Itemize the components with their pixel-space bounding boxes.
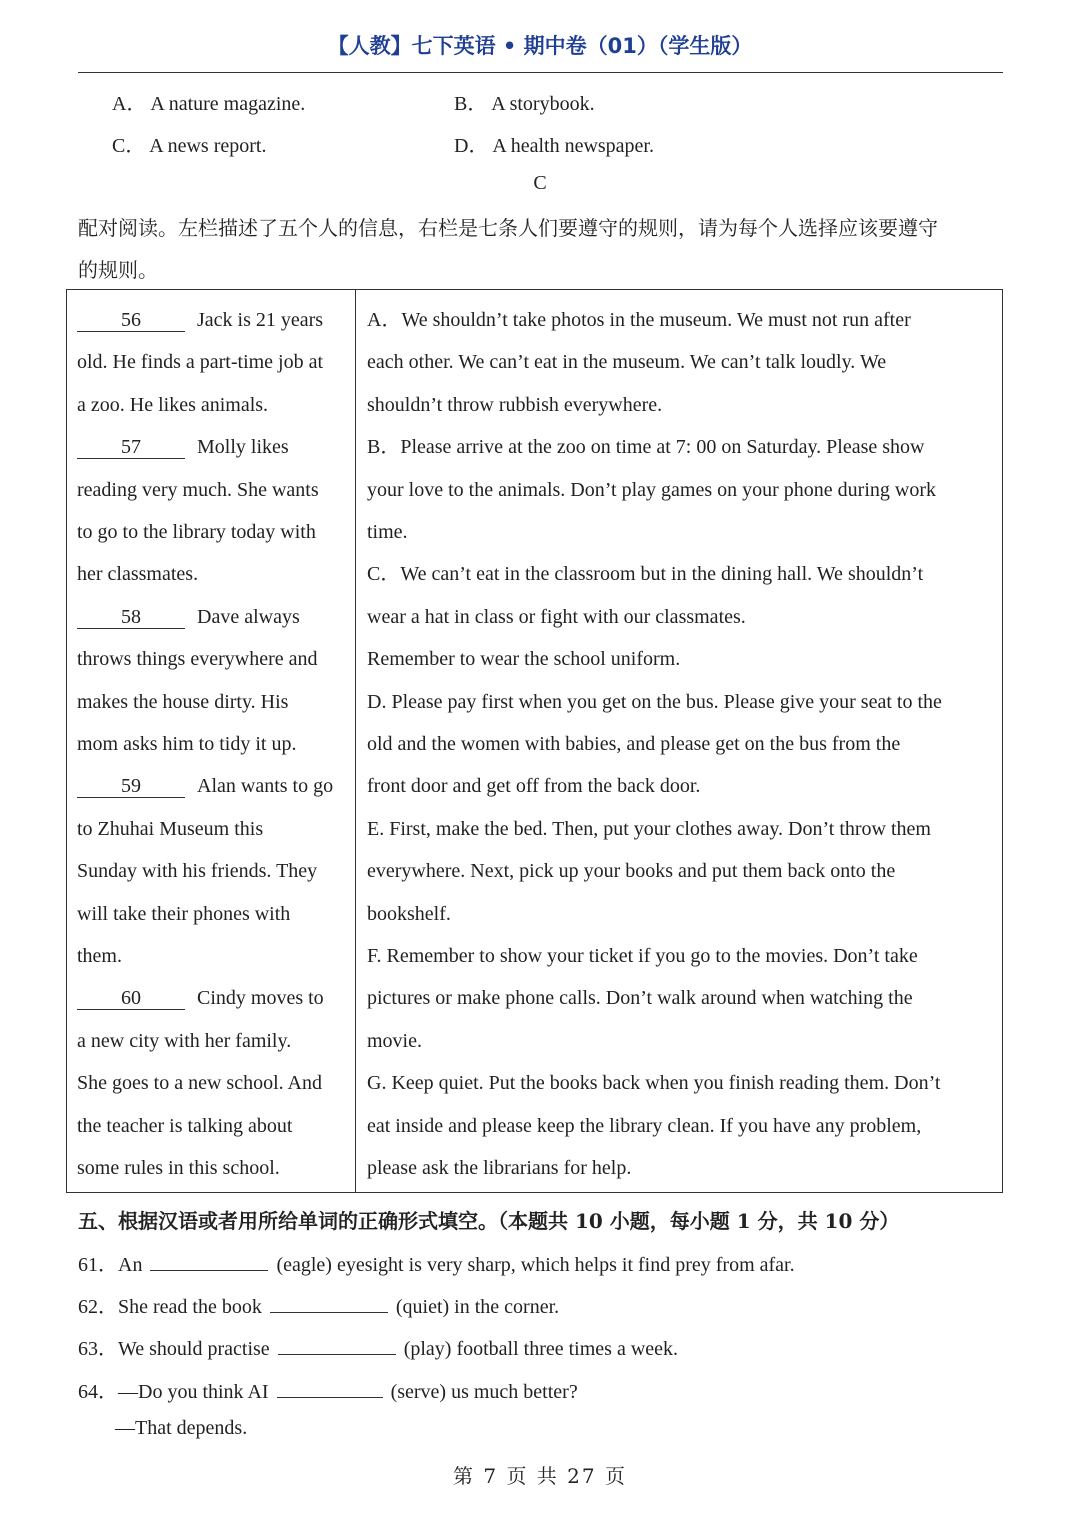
- left-description-line: [77, 690, 288, 714]
- rule-text-line: shouldn’t throw rubbish everywhere.: [367, 393, 663, 416]
- question-61: [78, 1248, 795, 1277]
- description-text: to go to the library today with: [77, 521, 316, 543]
- description-text: Cindy moves to: [197, 987, 324, 1010]
- rule-text-line: B．Please arrive at the zoo on time at 7: 00 on Saturday. Please show: [367, 436, 925, 459]
- question-after: (quiet) in the corner.: [395, 1296, 560, 1318]
- left-description-line: [77, 520, 316, 544]
- answer-blank-number[interactable]: 59: [77, 775, 185, 798]
- question-after: (play) football three times a week.: [403, 1338, 679, 1360]
- question-after: (serve) us much better?: [390, 1381, 578, 1403]
- question-after: (eagle) eyesight is very sharp, which helps it find prey from afar.: [276, 1254, 795, 1276]
- left-description-line: [77, 562, 198, 586]
- rule-text-line: wear a hat in class or fight with our classmates.: [367, 605, 746, 628]
- question-before: We should practise: [118, 1338, 270, 1360]
- answer-blank[interactable]: [150, 1250, 268, 1271]
- description-text: reading very much. She wants: [77, 478, 319, 501]
- section5-title: 五、根据汉语或者用所给单词的正确形式填空。（本题共 10 小题，每小题 1 分，共 10 分）: [78, 1209, 900, 1233]
- rule-text-line: G. Keep quiet. Put the books back when you finish reading them. Don’t: [367, 1072, 941, 1095]
- answer-blank[interactable]: [277, 1377, 383, 1398]
- rule-text-line: eat inside and please keep the library clean. If you have any problem,: [367, 1114, 922, 1137]
- answer-blank[interactable]: [278, 1334, 396, 1355]
- left-description-line: [77, 859, 317, 883]
- rule-text-line: Remember to wear the school uniform.: [367, 648, 681, 671]
- left-description-line: [77, 732, 296, 756]
- question-before: —Do you think AI: [118, 1381, 269, 1403]
- header-rule: [78, 72, 1003, 73]
- description-text: some rules in this school.: [77, 1157, 280, 1179]
- left-description-line: [77, 308, 323, 332]
- description-text: the teacher is talking about: [77, 1114, 293, 1137]
- left-description-line: [77, 1029, 291, 1053]
- left-description-line: [77, 986, 324, 1010]
- rule-text-line: everywhere. Next, pick up your books and put them back onto the: [367, 860, 896, 883]
- rule-text-line: front door and get off from the back door.: [367, 775, 701, 798]
- answer-blank-number[interactable]: 58: [77, 606, 185, 629]
- rule-text-line: F. Remember to show your ticket if you go to the movies. Don’t take: [367, 945, 918, 967]
- description-text: Jack is 21 years: [197, 309, 324, 331]
- left-description-line: [77, 944, 122, 968]
- option-label: D．: [454, 135, 489, 157]
- description-text: She goes to a new school. And: [77, 1072, 322, 1095]
- left-description-line: [77, 647, 318, 671]
- question-64-reply: —That depends.: [115, 1417, 248, 1439]
- answer-blank[interactable]: [270, 1292, 388, 1313]
- rule-text-line: D. Please pay first when you get on the bus. Please give your seat to the: [367, 690, 942, 713]
- rule-text-line: your love to the animals. Don’t play games on your phone during work: [367, 478, 936, 501]
- section-c-title: C: [533, 172, 547, 194]
- left-description-line: [77, 393, 268, 417]
- answer-blank-number[interactable]: 60: [77, 987, 185, 1010]
- question-number: 61．: [78, 1254, 118, 1276]
- option-c: [112, 129, 266, 158]
- description-text: mom asks him to tidy it up.: [77, 733, 297, 755]
- description-text: Alan wants to go: [197, 775, 334, 798]
- description-text: Sunday with his friends. They: [77, 860, 318, 883]
- instruction-line: 配对阅读。左栏描述了五个人的信息，右栏是七条人们要遵守的规则，请为每个人选择应该要遵守: [78, 216, 938, 240]
- rule-text-line: please ask the librarians for help.: [367, 1157, 632, 1179]
- rule-text-line: C．We can’t eat in the classroom but in the dining hall. We shouldn’t: [367, 563, 924, 586]
- left-description-line: [77, 1114, 292, 1138]
- description-text: a zoo. He likes animals.: [77, 393, 269, 416]
- question-64: [78, 1375, 578, 1404]
- page-header-title: 【人教】七下英语 • 期中卷（01）（学生版）: [327, 34, 753, 58]
- description-text: throws things everywhere and: [77, 648, 318, 671]
- rule-text-line: pictures or make phone calls. Don’t walk around when watching the: [367, 987, 913, 1010]
- rule-text-line: each other. We can’t eat in the museum. We can’t talk loudly. We: [367, 351, 887, 374]
- left-description-line: [77, 817, 263, 841]
- rule-text-line: old and the women with babies, and please get on the bus from the: [367, 733, 901, 755]
- question-before: She read the book: [118, 1296, 262, 1318]
- question-62: [78, 1290, 559, 1319]
- left-description-line: [77, 1156, 280, 1180]
- option-d: [454, 129, 654, 158]
- description-text: makes the house dirty. His: [77, 690, 289, 713]
- option-label: A．: [112, 93, 147, 115]
- rule-text-line: time.: [367, 521, 408, 543]
- question-before: An: [118, 1254, 143, 1276]
- option-b: [454, 87, 595, 116]
- question-number: 64．: [78, 1381, 118, 1403]
- rule-text-line: movie.: [367, 1029, 422, 1052]
- answer-blank-number[interactable]: 57: [77, 436, 185, 459]
- option-text: A storybook.: [491, 93, 595, 115]
- answer-blank-number[interactable]: 56: [77, 309, 185, 332]
- option-a: [112, 87, 305, 116]
- left-description-line: [77, 774, 333, 798]
- left-description-line: [77, 1071, 322, 1095]
- question-63: [78, 1332, 678, 1361]
- description-text: old. He finds a part-time job at: [77, 351, 324, 374]
- option-text: A news report.: [149, 135, 267, 157]
- rule-text-line: A．We shouldn’t take photos in the museum. We must not run after: [367, 309, 911, 331]
- description-text: them.: [77, 945, 122, 967]
- description-text: her classmates.: [77, 563, 199, 586]
- question-number: 63．: [78, 1338, 118, 1360]
- instruction-line: 的规则。: [78, 258, 158, 282]
- rule-text-line: E. First, make the bed. Then, put your clothes away. Don’t throw them: [367, 817, 931, 840]
- rule-text-line: bookshelf.: [367, 902, 451, 925]
- option-label: B．: [454, 93, 488, 115]
- description-text: to Zhuhai Museum this: [77, 817, 264, 840]
- description-text: Dave always: [197, 605, 300, 628]
- table-column-divider: [355, 289, 356, 1193]
- left-description-line: [77, 902, 290, 926]
- left-description-line: [77, 478, 319, 502]
- option-text: A nature magazine.: [150, 93, 306, 115]
- option-label: C．: [112, 135, 146, 157]
- left-description-line: [77, 435, 289, 459]
- option-text: A health newspaper.: [492, 135, 654, 157]
- description-text: will take their phones with: [77, 902, 291, 925]
- left-description-line: [77, 350, 323, 374]
- description-text: a new city with her family.: [77, 1029, 292, 1052]
- page-number-footer: 第 7 页 共 27 页: [453, 1464, 627, 1488]
- question-number: 62．: [78, 1296, 118, 1318]
- description-text: Molly likes: [197, 436, 289, 459]
- left-description-line: [77, 605, 300, 629]
